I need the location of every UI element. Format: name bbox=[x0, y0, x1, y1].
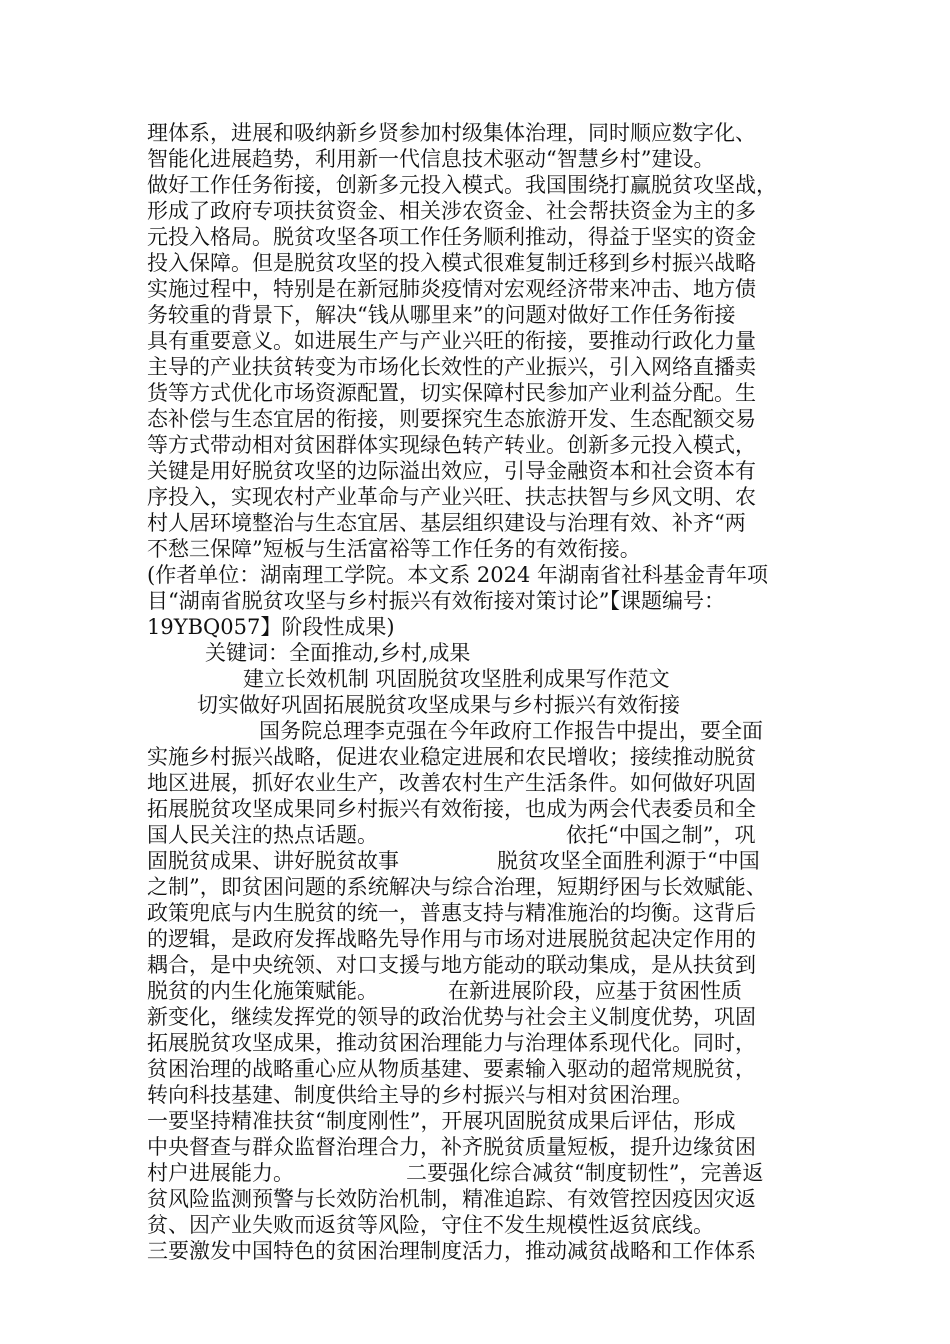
document-title: 建立长效机制 巩固脱贫攻坚胜利成果写作范文 bbox=[243, 667, 670, 691]
paragraph-line: 等方式带动相对贫困群体实现绿色转产转业。创新多元投入模式， bbox=[147, 433, 756, 457]
document-subtitle: 切实做好巩固拓展脱贫攻坚成果与乡村振兴有效衔接 bbox=[197, 693, 680, 717]
paragraph-line bbox=[147, 978, 807, 1004]
keywords: 关键词：全面推动,乡村,成果 bbox=[205, 641, 471, 665]
document-body bbox=[147, 120, 807, 1264]
paragraph-line: 贫、因产业失败而返贫等风险，守住不发生规模性返贫底线。 bbox=[147, 1213, 714, 1237]
line-segment: 在新进展阶段，应基于贫困性质 bbox=[448, 979, 742, 1003]
line-segment: 国人民关注的热点话题。 bbox=[147, 823, 378, 847]
section-heading-inline: 依托“中国之制”，巩 bbox=[566, 823, 756, 847]
paragraph-line: 贫风险监测预警与长效防治机制，精准追踪、有效管控因疫因灾返 bbox=[147, 1187, 756, 1211]
section-heading-inline: 固脱贫成果、讲好脱贫故事 bbox=[147, 849, 399, 873]
paragraph-line: 实施乡村振兴战略，促进农业稳定进展和农民增收；接续推动脱贫 bbox=[147, 745, 756, 769]
paragraph-line: 具有重要意义。如进展生产与产业兴旺的衔接，要推动行政化力量 bbox=[147, 329, 756, 353]
paragraph-line bbox=[147, 822, 807, 848]
line-segment: 村户进展能力。 bbox=[147, 1161, 294, 1185]
paragraph-line: 序投入，实现农村产业革命与产业兴旺、扶志扶智与乡风文明、农 bbox=[147, 485, 756, 509]
author-note-line: 19YBQ057】阶段性成果) bbox=[147, 615, 395, 639]
paragraph-line: 拓展脱贫攻坚成果同乡村振兴有效衔接，也成为两会代表委员和全 bbox=[147, 797, 756, 821]
paragraph-line: 贫困治理的战略重心应从物质基建、要素输入驱动的超常规脱贫， bbox=[147, 1057, 756, 1081]
paragraph-line: 货等方式优化市场资源配置，切实保障村民参加产业利益分配。生 bbox=[147, 381, 756, 405]
paragraph-line: 投入保障。但是脱贫攻坚的投入模式很难复制迁移到乡村振兴战略 bbox=[147, 251, 756, 275]
paragraph-line: 三要激发中国特色的贫困治理制度活力，推动减贫战略和工作体系 bbox=[147, 1239, 756, 1263]
paragraph-line bbox=[147, 1160, 807, 1186]
paragraph-line: 村人居环境整治与生态宜居、基层组织建设与治理有效、补齐“两 bbox=[147, 511, 746, 535]
paragraph-line: 元投入格局。脱贫攻坚各项工作任务顺利推动，得益于坚实的资金 bbox=[147, 225, 756, 249]
paragraph-line: 中央督查与群众监督治理合力，补齐脱贫质量短板，提升边缘贫困 bbox=[147, 1135, 756, 1159]
line-segment: 脱贫的内生化施策赋能。 bbox=[147, 979, 378, 1003]
paragraph-line: 不愁三保障”短板与生活富裕等工作任务的有效衔接。 bbox=[147, 537, 641, 561]
paragraph-line: 实施过程中，特别是在新冠肺炎疫情对宏观经济带来冲击、地方债 bbox=[147, 277, 756, 301]
paragraph-line: 主导的产业扶贫转变为市场化长效性的产业振兴，引入网络直播卖 bbox=[147, 355, 756, 379]
paragraph-line: 关键是用好脱贫攻坚的边际溢出效应，引导金融资本和社会资本有 bbox=[147, 459, 756, 483]
paragraph-line: 地区进展，抓好农业生产，改善农村生产生活条件。如何做好巩固 bbox=[147, 771, 756, 795]
author-note-line: 目“湖南省脱贫攻坚与乡村振兴有效衔接对策讨论”【课题编号： bbox=[147, 589, 725, 613]
paragraph-line: 做好工作任务衔接，创新多元投入模式。我国围绕打赢脱贫攻坚战， bbox=[147, 173, 777, 197]
paragraph-line: 拓展脱贫攻坚成果，推动贫困治理能力与治理体系现代化。同时， bbox=[147, 1031, 756, 1055]
paragraph-first-line: 国务院总理李克强在今年政府工作报告中提出，要全面 bbox=[259, 719, 763, 743]
line-segment: 二要强化综合减贫“制度韧性”，完善返 bbox=[406, 1161, 764, 1185]
author-note-line: (作者单位：湖南理工学院。本文系 2024 年湖南省社科基金青年项 bbox=[147, 563, 768, 587]
paragraph-line: 理体系，进展和吸纳新乡贤参加村级集体治理，同时顺应数字化、 bbox=[147, 121, 756, 145]
line-segment: 脱贫攻坚全面胜利源于“中国 bbox=[497, 849, 760, 873]
paragraph-line: 的逻辑，是政府发挥战略先导作用与市场对进展脱贫起决定作用的 bbox=[147, 927, 756, 951]
paragraph-line bbox=[147, 848, 807, 874]
paragraph-line: 转向科技基建、制度供给主导的乡村振兴与相对贫困治理。 bbox=[147, 1083, 693, 1107]
paragraph-line: 耦合，是中央统领、对口支援与地方能动的联动集成，是从扶贫到 bbox=[147, 953, 756, 977]
paragraph-line: 形成了政府专项扶贫资金、相关涉农资金、社会帮扶资金为主的多 bbox=[147, 199, 756, 223]
paragraph-line: 新变化，继续发挥党的领导的政治优势与社会主义制度优势，巩固 bbox=[147, 1005, 756, 1029]
paragraph-line: 务较重的背景下，解决“钱从哪里来”的问题对做好工作任务衔接 bbox=[147, 303, 736, 327]
paragraph-line: 态补偿与生态宜居的衔接，则要探究生态旅游开发、生态配额交易 bbox=[147, 407, 756, 431]
paragraph-line: 智能化进展趋势，利用新一代信息技术驱动“智慧乡村”建设。 bbox=[147, 147, 715, 171]
paragraph-line: 一要坚持精准扶贫“制度刚性”，开展巩固脱贫成果后评估，形成 bbox=[147, 1109, 736, 1133]
paragraph-line: 之制”，即贫困问题的系统解决与综合治理，短期纾困与长效赋能、 bbox=[147, 875, 767, 899]
paragraph-line: 政策兜底与内生脱贫的统一，普惠支持与精准施治的均衡。这背后 bbox=[147, 901, 756, 925]
